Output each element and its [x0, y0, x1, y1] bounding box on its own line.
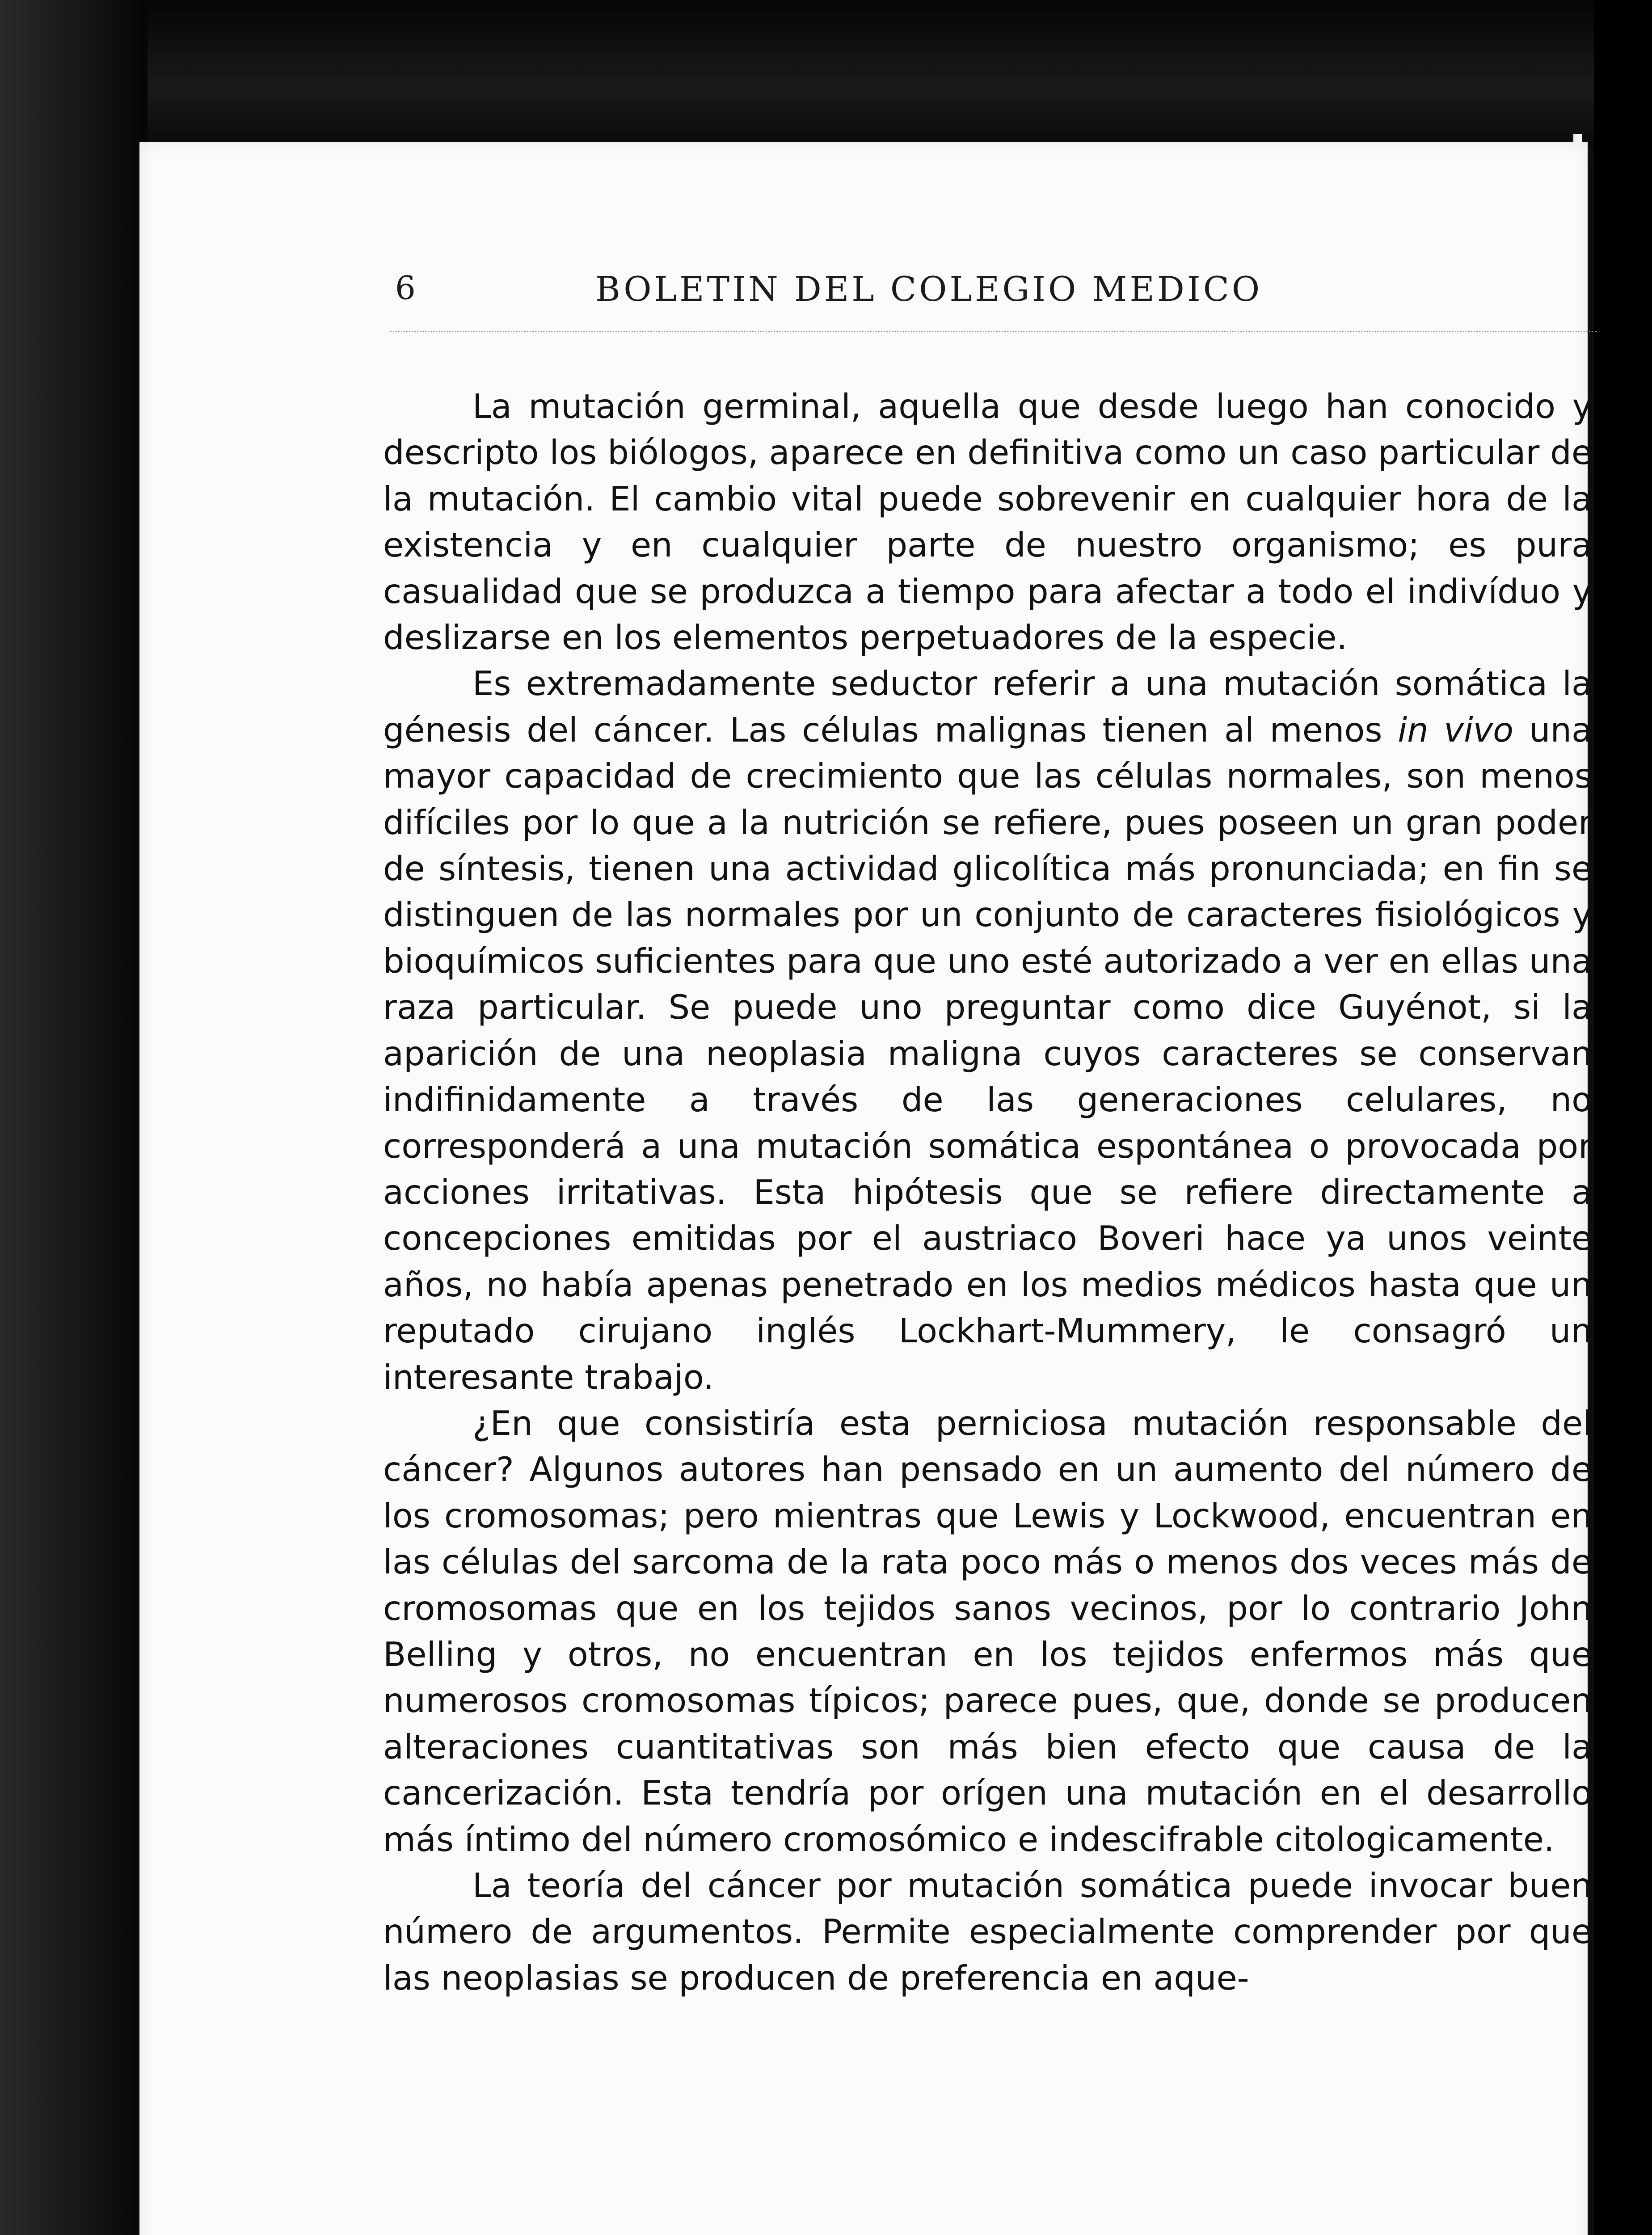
- paragraph-2: [383, 661, 1592, 1400]
- header-rule: [390, 331, 1597, 332]
- paragraph-2-italic: in vivo: [1398, 710, 1514, 750]
- paragraph-2-end: una mayor capacidad de crecimiento que las células normales, son menos difíciles por lo que a la nutrición se refiere, pues poseen un gran poder de síntesis, tienen una actividad glicolítica más pronunciada; en fin se distinguen de las normales por un conjunto de caracteres fisiológicos y bioquímicos suficientes para que uno esté autorizado a ver en ellas una raza particular. Se puede uno preguntar como dice Guyénot, si la aparición de una neoplasia maligna cuyos caracteres se conservan indifinidamente a través de las generaciones celulares, no corresponderá a una mutación somática espontánea o provocada por acciones irritativas. Esta hipótesis que se refiere directamente a concepciones emitidas por el austriaco Boveri hace ya unos veinte años, no había apenas penetrado en los medios médicos hasta que un reputado cirujano inglés Lockhart-Mummery, le consagró un interesante trabajo.: [383, 710, 1592, 1397]
- body-text: [383, 384, 1592, 2001]
- page-header: [139, 269, 1588, 318]
- paragraph-2-start: Es extremadamente seductor referir a una mutación somática la génesis del cáncer. Las células malignas tienen al menos: [383, 664, 1592, 750]
- scan-background-top: [0, 0, 1652, 148]
- document-page: [139, 142, 1592, 2235]
- paragraph-3: ¿En que consistiría esta perniciosa mutación responsable del cáncer? Algunos autores han pensado en un aumento del número de los cromosomas; pero mientras que Lewis y Lockwood, encuentran en las células del sarcoma de la rata poco más o menos dos veces más de cromosomas que en los tejidos sanos vecinos, por lo contrario John Belling y otros, no encuentran en los tejidos enfermos más que numerosos cromosomas típicos; parece pues, que, donde se producen alteraciones cuantitativas son más bien efecto que causa de la cancerización. Esta tendría por orígen una mutación en el desarrollo más íntimo del número cromosómico e indescifrable citologicamente.: [383, 1403, 1592, 1859]
- paragraph-4: La teoría del cáncer por mutación somática puede invocar buen número de argumentos. Permite especialmente comprender por que las neoplasias se producen de preferencia en aque-: [383, 1866, 1592, 1998]
- scan-background-right: [1594, 0, 1652, 2235]
- scan-background-left: [0, 0, 148, 2235]
- page-number: 6: [395, 269, 417, 307]
- running-head: BOLETIN DEL COLEGIO MEDICO: [595, 269, 1263, 309]
- paragraph-1: La mutación germinal, aquella que desde luego han conocido y descripto los biólogos, aparece en definitiva como un caso particular de la mutación. El cambio vital puede sobrevenir en cualquier hora de la existencia y en cualquier parte de nuestro organismo; es pura casualidad que se produzca a tiempo para afectar a todo el indivíduo y deslizarse en los elementos perpetuadores de la especie.: [383, 387, 1592, 658]
